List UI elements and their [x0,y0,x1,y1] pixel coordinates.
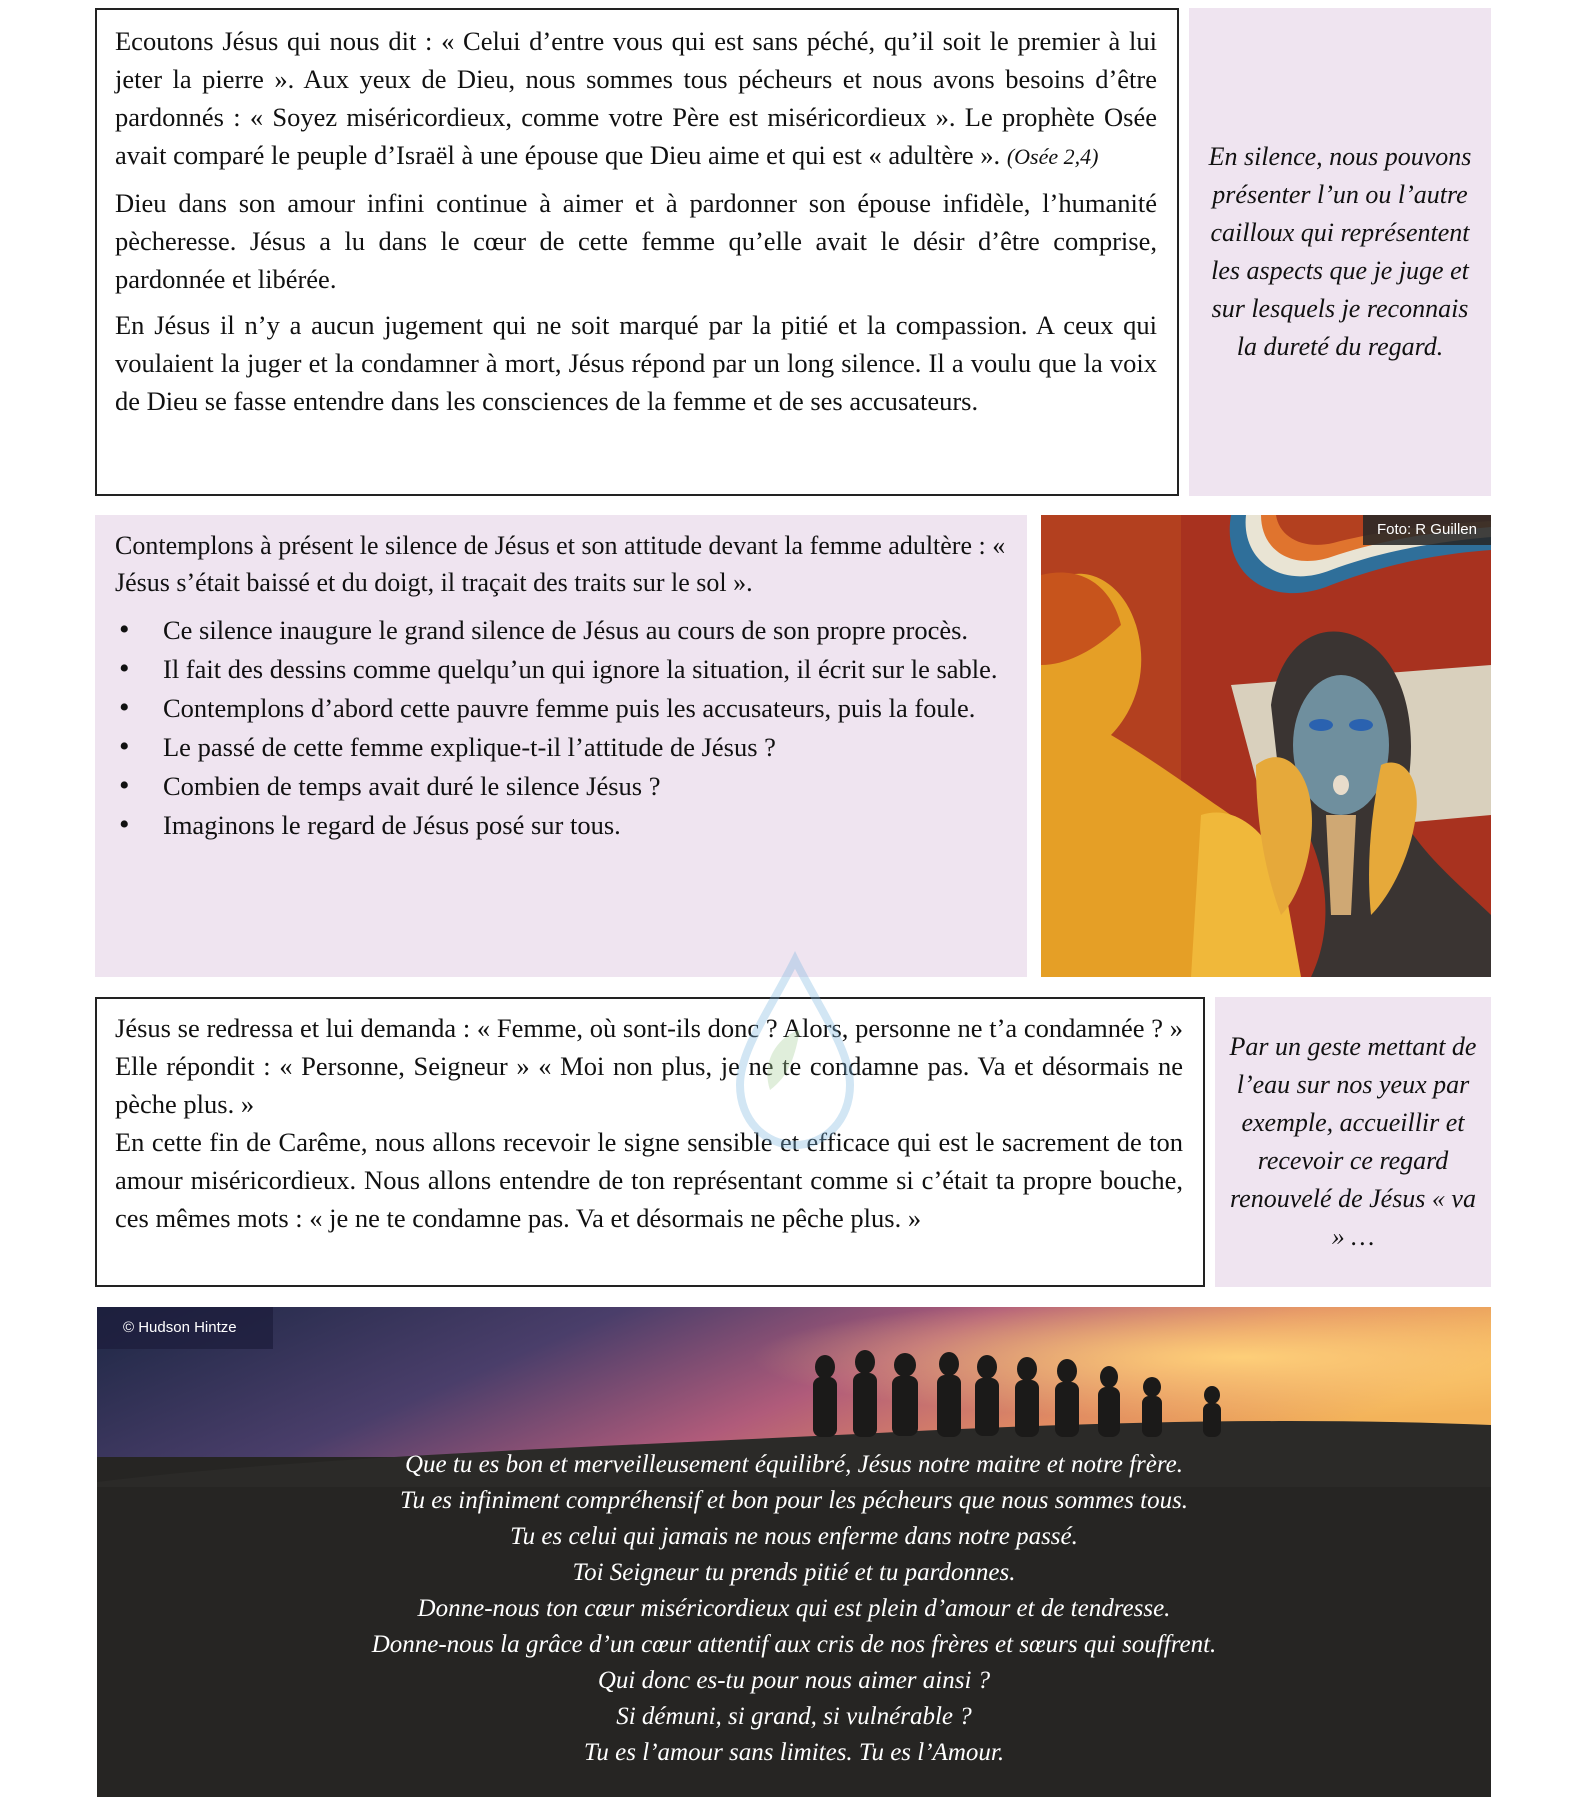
prayer-line: Tu es celui qui jamais ne nous enferme dans notre passé. [510,1523,1078,1550]
side-note-text: En silence, nous pouvons présenter l’un ou l’autre cailloux qui représentent les aspects que je juge et sur lesquels je reconnais la dureté du regard. [1208,142,1472,361]
prayer-line: Que tu es bon et merveilleusement équilibré, Jésus notre maitre et notre frère. [404,1451,1184,1478]
list-item: • Il fait des dessins comme quelqu’un qui ignore la situation, il écrit sur le sable. [115,650,1011,688]
prayer-line: Si démuni, si grand, si vulnérable ? [616,1703,972,1730]
contemplation-box [95,515,1027,977]
list-item: • Le passé de cette femme explique-t-il l’attitude de Jésus ? [115,728,1011,766]
photo-credit: © Hudson Hintze [97,1307,273,1349]
prayer-line: Tu es infiniment compréhensif et bon pour les pécheurs que nous sommes tous. [399,1487,1189,1514]
prayer-line: Donne-nous la grâce d’un cœur attentif aux cris de nos frères et sœurs qui souffrent. [371,1631,1217,1658]
bullet-list [115,611,1011,844]
contemplation-intro: Contemplons à présent le silence de Jésus et son attitude devant la femme adultère : « Jésus s’était baissé et du doigt, il traçait des traits sur le sol ». [115,531,1006,597]
meditation-box-1 [95,8,1179,496]
prayer-line: Tu es l’amour sans limites. Tu es l’Amour. [583,1739,1005,1766]
side-note-2 [1215,997,1491,1287]
paragraph: Dieu dans son amour infini continue à aimer et à pardonner son épouse infidèle, l’humanité pècheresse. Jésus a lu dans le cœur de cette femme qu’elle avait le désir d’être comprise, pardonnée et libérée. [115,188,1157,294]
bible-reference: (Osée 2,4) [1006,144,1099,169]
side-note-text: Par un geste mettant de l’eau sur nos yeux par exemple, accueillir et recevoir ce regard renouvelé de Jésus « va » … [1229,1032,1477,1251]
prayer-line: Qui donc es-tu pour nous aimer ainsi ? [597,1667,991,1694]
paragraph: En cette fin de Carême, nous allons recevoir le signe sensible et efficace qui est le sacrement de ton amour miséricordieux. Nous allons entendre de ton représentant comme si c’était ta propre bouche, ces mêmes mots : « je ne te condamne pas. Va et désormais ne pêche plus. » [115,1127,1183,1233]
side-note-1 [1189,8,1491,496]
prayer-line: Donne-nous ton cœur miséricordieux qui est plein d’amour et de tendresse. [417,1595,1171,1622]
prayer-text [97,1447,1491,1771]
list-item: • Combien de temps avait duré le silence Jésus ? [115,767,1011,805]
photo-credit: Foto: R Guillen [1363,515,1491,545]
list-item: • Imaginons le regard de Jésus posé sur tous. [115,806,1011,844]
painting-illustration [1041,515,1491,977]
meditation-box-2 [95,997,1205,1287]
paragraph: En Jésus il n’y a aucun jugement qui ne soit marqué par la pitié et la compassion. A ceux qui voulaient la juger et la condamner à mort, Jésus répond par un long silence. Il a voulu que la voix de Dieu se fasse entendre dans les consciences de la femme et de ses accusateurs. [115,310,1157,416]
list-item: • Contemplons d’abord cette pauvre femme puis les accusateurs, puis la foule. [115,689,1011,727]
painting-image [1041,515,1491,977]
list-item: • Ce silence inaugure le grand silence de Jésus au cours de son propre procès. [115,611,1011,649]
paragraph: Ecoutons Jésus qui nous dit : « Celui d’entre vous qui est sans péché, qu’il soit le premier à lui jeter la pierre ». Aux yeux de Dieu, nous sommes tous pécheurs et nous avons besoins d’être pardonnés : « Soyez miséricordieux, comme votre Père est miséricordieux ». Le prophète Osée avait comparé le peuple d’Israël à une épouse que Dieu aime et qui est « adultère ». (Osée 2,4) [115,26,1157,170]
paragraph: Jésus se redressa et lui demanda : « Femme, où sont-ils donc ? Alors, personne ne t’a condamnée ? » Elle répondit : « Personne, Seigneur » « Moi non plus, je ne te condamne pas. Va et désormais ne pèche plus. » [115,1013,1183,1119]
prayer-panel [97,1307,1491,1797]
prayer-line: Toi Seigneur tu prends pitié et tu pardonnes. [572,1559,1016,1586]
